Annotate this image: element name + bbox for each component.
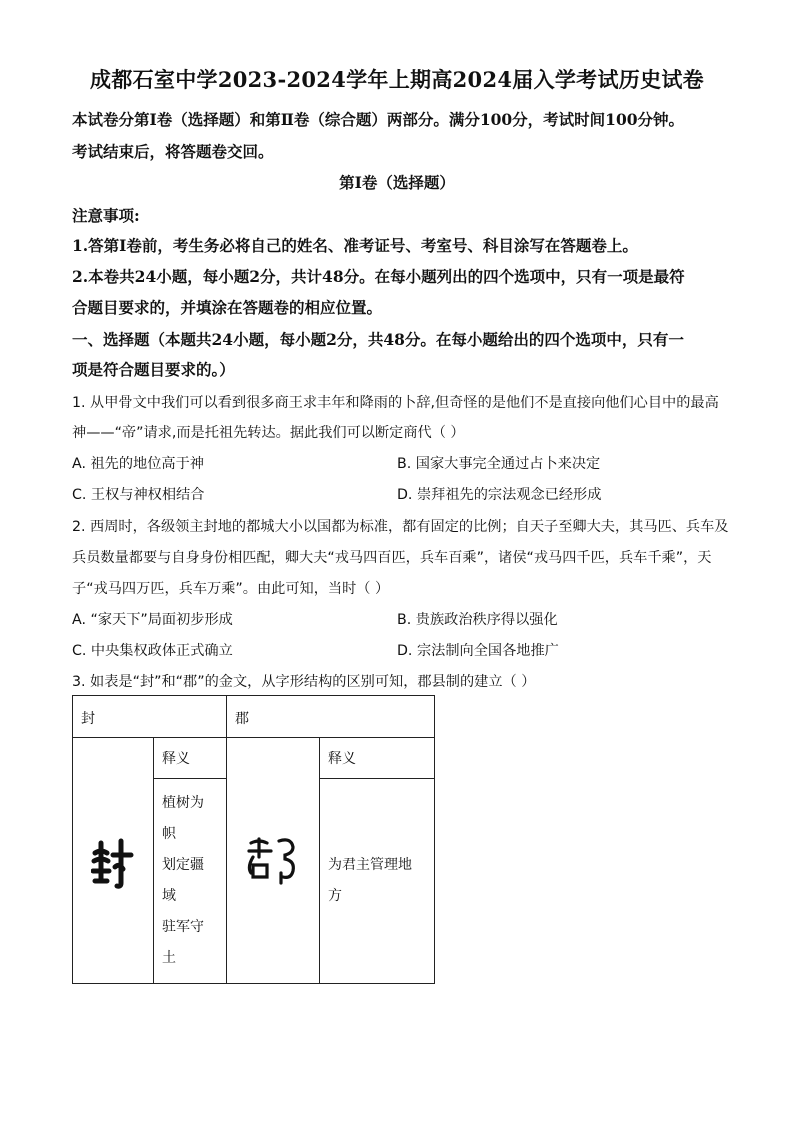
question-1-line-2: 神——“帝”请求,而是托祖先转达。据此我们可以断定商代（ ）: [72, 425, 465, 441]
question-2-option-c: C. 中央集权政体正式确立: [72, 643, 233, 659]
feng-header: 封: [81, 711, 95, 727]
question-2-option-b: B. 贵族政治秩序得以强化: [397, 612, 558, 628]
feng-meaning-line: 驻军守: [162, 919, 204, 935]
feng-meaning-line: 域: [162, 888, 176, 904]
notice-item-2-line-2: 合题目要求的，并填涂在答题卷的相应位置。: [72, 298, 383, 317]
feng-meaning-cell: [154, 779, 227, 984]
notice-heading: 注意事项:: [72, 206, 140, 225]
feng-meaning-line: 土: [162, 950, 176, 966]
jun-meaning-header-cell: [320, 738, 435, 779]
jun-meaning-line: 为君主管理地: [328, 857, 412, 873]
intro-line-2: 考试结束后，将答题卷交回。: [72, 142, 274, 161]
jun-glyph-cell: [227, 738, 320, 984]
feng-meaning-line: 划定疆: [162, 857, 204, 873]
section-title: 第Ⅰ卷（选择题）: [339, 173, 455, 192]
question-2-option-a: A. “家天下”局面初步形成: [72, 612, 233, 628]
feng-bronze-glyph: [91, 831, 135, 891]
question-2-line-1: 2. 西周时，各级领主封地的都城大小以国都为标准，都有固定的比例；自天子至卿大夫，其马匹、兵车及: [72, 519, 729, 535]
question-2-option-d: D. 宗法制向全国各地推广: [397, 643, 559, 659]
question-1-option-b: B. 国家大事完全通过占卜来决定: [397, 456, 601, 472]
question-1-option-d: D. 崇拜祖先的宗法观念已经形成: [397, 487, 602, 503]
part1-line-2: 项是符合题目要求的。）: [72, 360, 235, 379]
notice-item-1: 1.答第Ⅰ卷前，考生务必将自己的姓名、准考证号、考室号、科目涂写在答题卷上。: [72, 236, 638, 255]
feng-glyph-cell: [73, 738, 154, 984]
intro-line-1: 本试卷分第Ⅰ卷（选择题）和第Ⅱ卷（综合题）两部分。满分100分，考试时间100分钟。: [72, 110, 685, 129]
feng-header-cell: [73, 696, 227, 738]
feng-meaning-header-cell: [154, 738, 227, 779]
feng-meaning-header: 释义: [162, 751, 190, 767]
question-1-option-c: C. 王权与神权相结合: [72, 487, 205, 503]
question-1-option-a: A. 祖先的地位高于神: [72, 456, 204, 472]
exam-title: 成都石室中学2023-2024学年上期高2024届入学考试历史试卷: [90, 67, 704, 92]
question-2-line-3: 子“戎马四万匹，兵车万乘”。由此可知，当时（ ）: [72, 581, 390, 597]
question-1-line-1: 1. 从甲骨文中我们可以看到很多商王求丰年和降雨的卜辞,但奇怪的是他们不是直接向他们心目中的最高: [72, 395, 719, 411]
feng-meaning-line: 植树为: [162, 795, 204, 811]
part1-line-1: 一、选择题（本题共24小题，每小题2分，共48分。在每小题给出的四个选项中，只有一: [72, 330, 684, 349]
jun-header: 郡: [235, 711, 249, 727]
question-3-line-1: 3. 如表是“封”和“郡”的金文，从字形结构的区别可知，郡县制的建立（ ）: [72, 674, 536, 690]
jun-meaning-header: 释义: [328, 751, 356, 767]
bronze-script-table: [72, 695, 435, 984]
feng-meaning-line: 帜: [162, 826, 176, 842]
jun-header-cell: [227, 696, 435, 738]
question-2-line-2: 兵员数量都要与自身身份相匹配，卿大夫“戎马四百匹，兵车百乘”，诸侯“戎马四千匹，兵车千乘”，天: [72, 550, 712, 566]
jun-meaning-line: 方: [328, 888, 342, 904]
jun-meaning-cell: [320, 779, 435, 984]
notice-item-2-line-1: 2.本卷共24小题，每小题2分，共计48分。在每小题列出的四个选项中，只有一项是最符: [72, 267, 685, 286]
jun-bronze-glyph: [245, 833, 301, 889]
